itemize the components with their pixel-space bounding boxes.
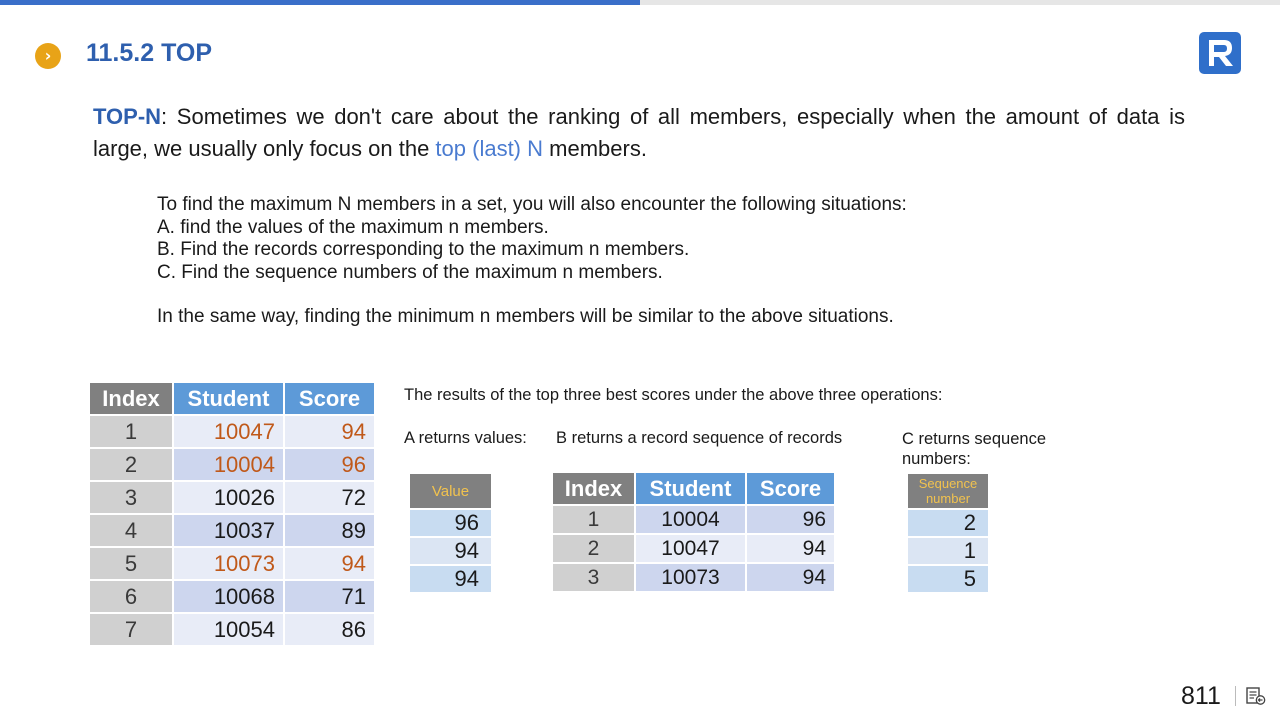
situation-line: A. find the values of the maximum n members.: [157, 216, 549, 238]
intro-highlight: top (last) N: [435, 136, 544, 161]
score-cell: 86: [285, 614, 376, 647]
column-header-student: Student: [636, 473, 747, 506]
table-row: [410, 566, 493, 594]
table-row: [90, 482, 376, 515]
student-cell: 10054: [174, 614, 285, 647]
table-row: [410, 510, 493, 538]
table-row: [553, 535, 836, 564]
value-cell: 94: [410, 538, 493, 566]
table-row: [410, 538, 493, 566]
situation-line: C. Find the sequence numbers of the maximum n members.: [157, 261, 663, 283]
situation-line: B. Find the records corresponding to the maximum n members.: [157, 239, 690, 260]
table-header-row: [90, 383, 376, 416]
table-row: [90, 548, 376, 581]
table-header-row: [553, 473, 836, 506]
score-cell: 72: [285, 482, 376, 515]
b-caption: B returns a record sequence of records: [556, 429, 843, 447]
table-row: [908, 510, 990, 538]
value-cell: 94: [410, 566, 493, 594]
index-cell: 7: [90, 614, 174, 647]
student-cell: 10004: [636, 506, 747, 535]
score-cell: 71: [285, 581, 376, 614]
same-way-note: In the same way, finding the minimum n members will be similar to the above situations.: [157, 306, 894, 327]
table-row: [90, 581, 376, 614]
column-header-score: Score: [285, 383, 376, 416]
intro-text-after: members.: [543, 136, 647, 161]
score-cell: 94: [285, 416, 376, 449]
table-row: [908, 538, 990, 566]
slide-title: 11.5.2 TOP: [86, 39, 213, 67]
situations-list: [157, 194, 907, 284]
score-cell: 96: [285, 449, 376, 482]
sequence-header: Sequence number: [908, 474, 990, 510]
page-number: 811: [1181, 682, 1221, 710]
table-row: [90, 416, 376, 449]
column-header-index: Index: [90, 383, 174, 416]
sequence-cell: 2: [908, 510, 990, 538]
student-cell: 10073: [636, 564, 747, 593]
sequence-cell: 1: [908, 538, 990, 566]
table-row: [553, 506, 836, 535]
value-header: Value: [410, 474, 493, 510]
index-cell: 6: [90, 581, 174, 614]
column-header-score: Score: [747, 473, 836, 506]
index-cell: 1: [553, 506, 636, 535]
index-cell: 1: [90, 416, 174, 449]
situation-line: To find the maximum N members in a set, you will also encounter the following situations:: [157, 194, 907, 215]
sequence-table: [908, 474, 990, 594]
index-cell: 3: [553, 564, 636, 593]
progress-fill: [0, 0, 640, 5]
r-logo-icon: [1199, 32, 1241, 74]
table-row: [90, 614, 376, 647]
c-caption: C returns sequence numbers:: [902, 430, 1046, 468]
intro-paragraph: [93, 101, 1185, 165]
index-cell: 5: [90, 548, 174, 581]
a-caption: A returns values:: [404, 429, 527, 447]
score-cell: 94: [747, 564, 836, 593]
index-cell: 4: [90, 515, 174, 548]
intro-term: TOP-N: [93, 104, 162, 129]
student-cell: 10004: [174, 449, 285, 482]
student-cell: 10047: [636, 535, 747, 564]
table-row: [90, 515, 376, 548]
index-cell: 2: [553, 535, 636, 564]
student-score-table: [90, 383, 376, 647]
student-cell: 10073: [174, 548, 285, 581]
table-row: [553, 564, 836, 593]
index-cell: 3: [90, 482, 174, 515]
values-table: [410, 474, 493, 594]
student-cell: 10037: [174, 515, 285, 548]
index-cell: 2: [90, 449, 174, 482]
progress-track: [0, 0, 1280, 5]
sequence-cell: 5: [908, 566, 990, 594]
value-cell: 96: [410, 510, 493, 538]
column-header-student: Student: [174, 383, 285, 416]
column-header-index: Index: [553, 473, 636, 506]
student-cell: 10047: [174, 416, 285, 449]
student-cell: 10026: [174, 482, 285, 515]
notes-icon[interactable]: [1245, 686, 1267, 711]
score-cell: 96: [747, 506, 836, 535]
records-table: [553, 473, 836, 593]
intro-text-before: : Sometimes we don't care about the ranking of all members, especially when the amount of data is large, we usually only focus on the: [93, 104, 1185, 161]
score-cell: 94: [747, 535, 836, 564]
table-row: [90, 449, 376, 482]
chevron-right-icon: ›: [35, 43, 61, 69]
table-row: [908, 566, 990, 594]
student-cell: 10068: [174, 581, 285, 614]
score-cell: 94: [285, 548, 376, 581]
footer-divider: [1235, 686, 1236, 706]
score-cell: 89: [285, 515, 376, 548]
results-caption: The results of the top three best scores under the above three operations:: [404, 386, 943, 404]
